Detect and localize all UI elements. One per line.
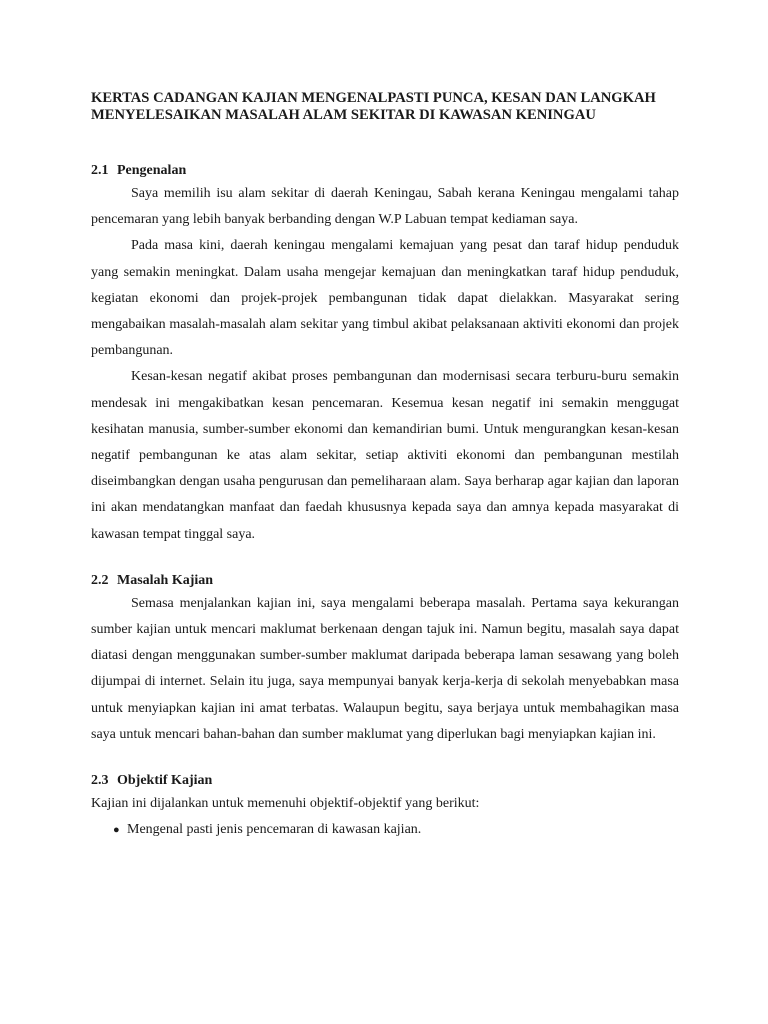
section-body: [91, 791, 679, 843]
section-heading: [91, 572, 679, 590]
bullet-icon: ●: [113, 824, 120, 837]
list-item-text: Mengenal pasti jenis pencemaran di kawasan kajian.: [127, 822, 422, 838]
paragraph: Saya memilih isu alam sekitar di daerah Keningau, Sabah kerana Keningau mengalami tahap pencemaran yang lebih banyak berbanding dengan W.P Labuan tempat kediaman saya.: [91, 186, 679, 228]
objectives-intro: Kajian ini dijalankan untuk memenuhi objektif-objektif yang berikut:: [91, 796, 480, 812]
section-objektif-kajian: [91, 772, 679, 843]
objectives-list: [91, 817, 679, 843]
document-title: KERTAS CADANGAN KAJIAN MENGENALPASTI PUNCA, KESAN DAN LANGKAH MENYELESAIKAN MASALAH ALAM SEKITAR DI KAWASAN KENINGAU: [91, 90, 656, 123]
paragraph: Semasa menjalankan kajian ini, saya mengalami beberapa masalah. Pertama saya kekurangan sumber kajian untuk mencari maklumat berkenaan dengan tajuk ini. Namun begitu, masalah saya dapat diatasi dengan menggunakan sumber-sumber maklumat daripada beberapa laman sesawang yang boleh dijumpai di internet. Selain itu juga, saya mempunyai banyak kerja-kerja di sekolah menyebabkan masa untuk menyiapkan kajian ini amat terbatas. Walaupun begitu, saya berjaya untuk membahagikan masa saya untuk mencari bahan-bahan dan sumber maklumat yang diperlukan bagi menyiapkan kajian ini.: [91, 595, 679, 742]
section-title: Objektif Kajian: [117, 773, 213, 789]
paragraph: Kesan-kesan negatif akibat proses pembangunan dan modernisasi secara terburu-buru semakin mendesak ini mengakibatkan kesan pencemaran. Kesemua kesan negatif ini semakin menggugat kesihatan manusia, sumber-sumber ekonomi dan kemandirian bumi. Untuk mengurangkan kesan-kesan negatif pembangunan ke atas alam sekitar, setiap aktiviti ekonomi dan pembangunan mestilah diseimbangkan dengan usaha pengurusan dan pemeliharaan alam. Saya berharap agar kajian dan laporan ini akan mendatangkan manfaat dan faedah khususnya kepada saya dan amnya kepada masyarakat di kawasan tempat tinggal saya.: [91, 369, 679, 542]
list-item: [91, 817, 679, 843]
paragraph: Pada masa kini, daerah keningau mengalami kemajuan yang pesat dan taraf hidup penduduk yang semakin meningkat. Dalam usaha mengejar kemajuan dan meningkatkan taraf hidup penduduk, kegiatan ekonomi dan projek-projek pembangunan tidak dapat dielakkan. Masyarakat sering mengabaikan masalah-masalah alam sekitar yang timbul akibat pelaksanaan aktiviti ekonomi dan projek pembangunan.: [91, 238, 679, 359]
section-title: Masalah Kajian: [117, 572, 214, 588]
section-number: 2.2: [91, 572, 109, 588]
document-content: [91, 90, 679, 843]
section-body: [91, 591, 679, 748]
section-number: 2.3: [91, 773, 109, 789]
section-heading: [91, 772, 679, 790]
section-number: 2.1: [91, 163, 109, 178]
section-title: Pengenalan: [117, 163, 187, 178]
section-pengenalan: [91, 162, 679, 548]
section-heading: [91, 162, 679, 180]
section-body: [91, 181, 679, 548]
section-masalah-kajian: [91, 572, 679, 748]
